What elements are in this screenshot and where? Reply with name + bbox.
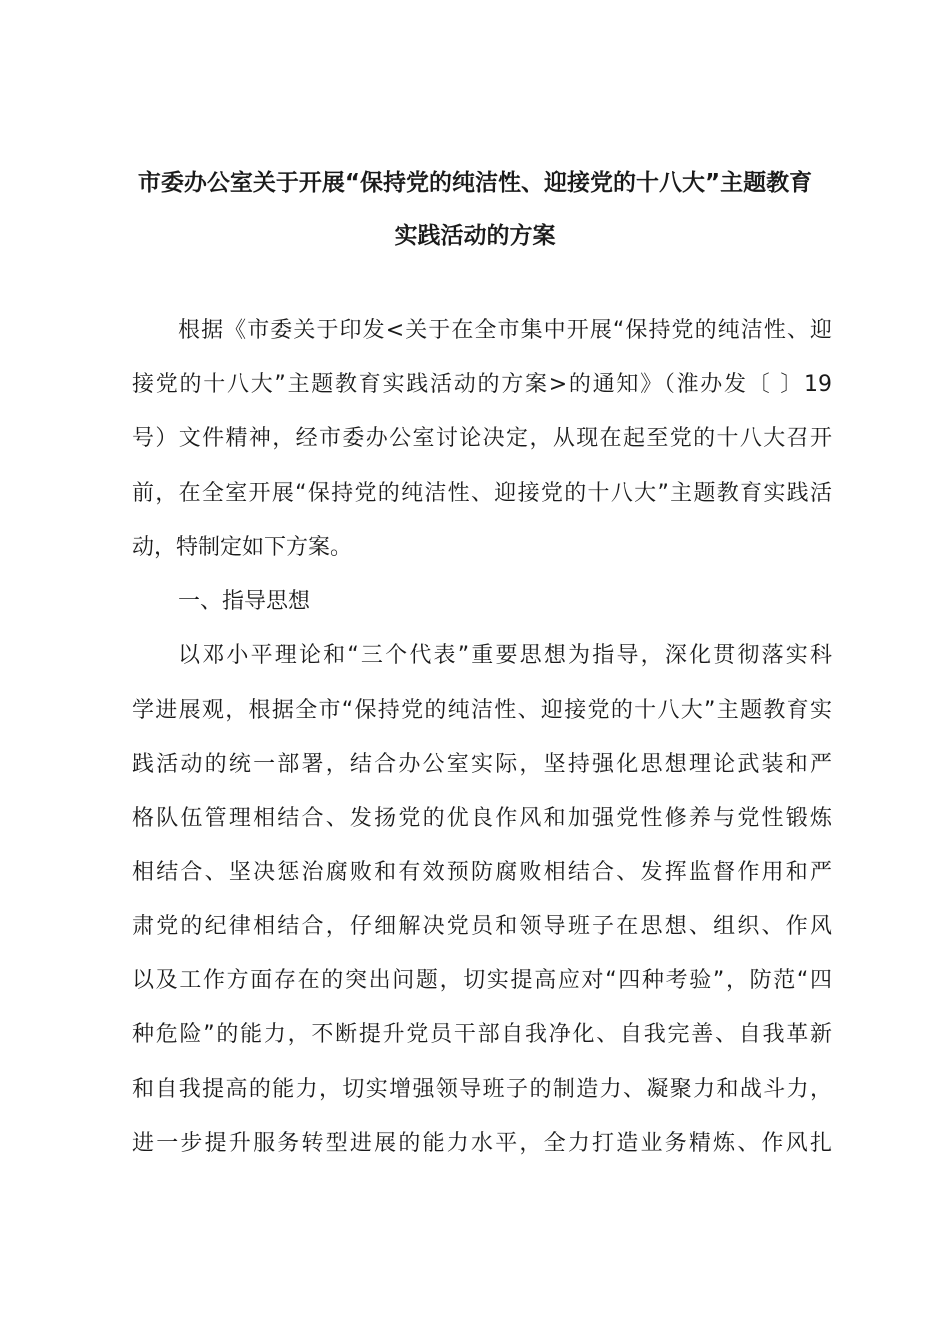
paragraph-line: 根据《市委关于印发<关于在全市集中开展“保持党的纯洁性、迎	[178, 318, 832, 343]
paragraph-line: 以及工作方面存在的突出问题，切实提高应对“四种考验”，防范“四	[132, 968, 832, 993]
paragraph-line: 以邓小平理论和“三个代表”重要思想为指导，深化贯彻落实科	[178, 643, 832, 668]
paragraph-line: 种危险”的能力，不断提升党员干部自我净化、自我完善、自我革新	[132, 1022, 832, 1047]
paragraph-line: 接党的十八大”主题教育实践活动的方案>的通知》（淮办发〔 〕19	[132, 372, 832, 397]
paragraph-line: 进一步提升服务转型进展的能力水平，全力打造业务精炼、作风扎	[132, 1131, 832, 1156]
paragraph-line: 践活动的统一部署，结合办公室实际，坚持强化思想理论武装和严	[132, 752, 832, 777]
paragraph-line: 格队伍管理相结合、发扬党的优良作风和加强党性修养与党性锻炼	[132, 806, 832, 831]
paragraph-line: 号）文件精神，经市委办公室讨论决定，从现在起至党的十八大召开	[132, 426, 832, 451]
paragraph-line: 动，特制定如下方案。	[132, 535, 353, 560]
paragraph-line: 和自我提高的能力，切实增强领导班子的制造力、凝聚力和战斗力，	[132, 1077, 832, 1102]
paragraph-line: 肃党的纪律相结合，仔细解决党员和领导班子在思想、组织、作风	[132, 914, 832, 939]
paragraph-line: 相结合、坚决惩治腐败和有效预防腐败相结合、发挥监督作用和严	[132, 860, 832, 885]
document-title-line-2: 实践活动的方案	[394, 223, 556, 249]
paragraph-line: 学进展观，根据全市“保持党的纯洁性、迎接党的十八大”主题教育实	[132, 698, 832, 723]
paragraph-line: 前，在全室开展“保持党的纯洁性、迎接党的十八大”主题教育实践活	[132, 481, 832, 506]
section-heading: 一、指导思想	[178, 589, 311, 614]
document-title-line-1: 市委办公室关于开展“保持党的纯洁性、迎接党的十八大”主题教育	[137, 170, 813, 196]
